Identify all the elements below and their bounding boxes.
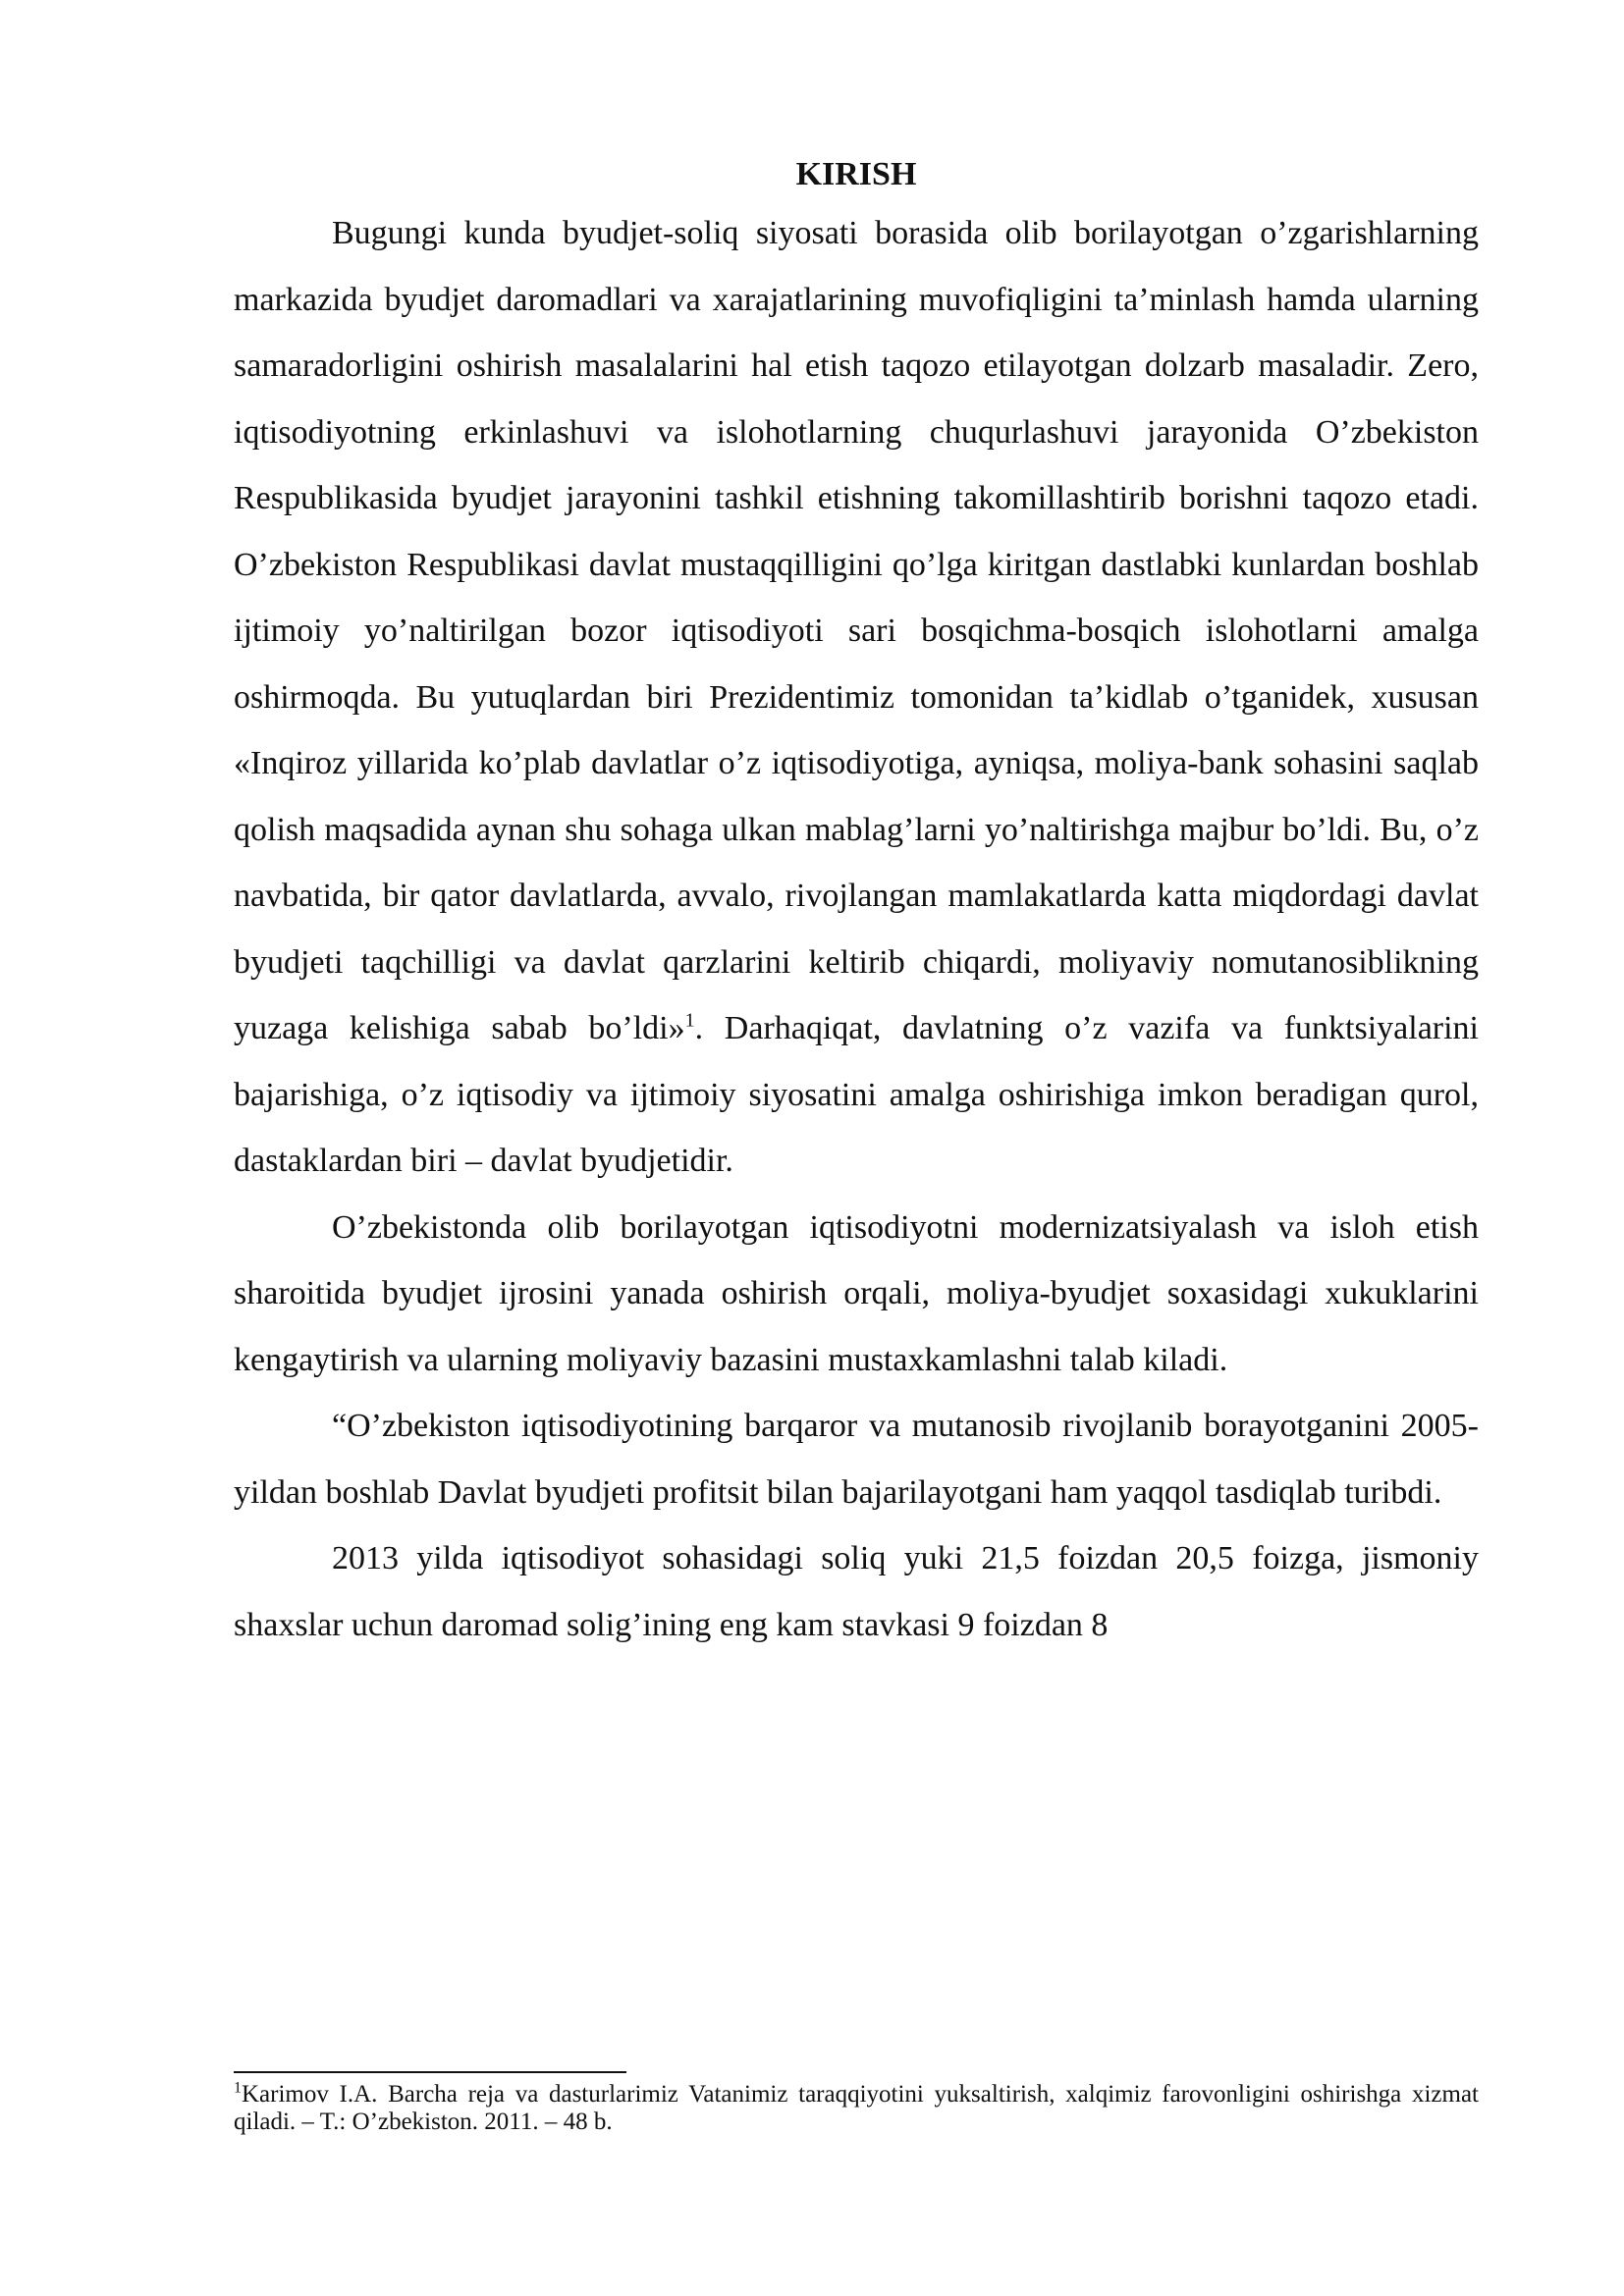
document-body bbox=[234, 149, 1479, 1658]
footnote bbox=[234, 2081, 1479, 2136]
paragraph-3: “O’zbekiston iqtisodiyotining barqaror va mutanosib rivojlanib borayotganini 2005-yildan boshlab Davlat byudjeti profitsit bilan bajarilayotgani ham yaqqol tasdiqlab turibdi. bbox=[234, 1408, 1479, 1511]
footnote-separator bbox=[234, 2071, 626, 2073]
paragraph-4: 2013 yilda iqtisodiyot sohasidagi soliq yuki 21,5 foizdan 20,5 foizga, jismoniy shaxslar uchun daromad solig’ining eng kam stavkasi 9 foizdan 8 bbox=[234, 1540, 1479, 1643]
paragraph-1 bbox=[234, 200, 1479, 1195]
document-title: KIRISH bbox=[795, 156, 917, 192]
footnote-number: 1 bbox=[234, 2079, 242, 2097]
paragraph-2: O’zbekistonda olib borilayotgan iqtisodiyotni modernizatsiyalash va isloh etish sharoitida byudjet ijrosini yanada oshirish orqali, moliya-byudjet soxasidagi xukuklarini kengaytirish va ularning moliyaviy bazasini mustaxkamlashni talab kiladi. bbox=[234, 1208, 1479, 1378]
footnote-text: Karimov I.A. Barcha reja va dasturlarimiz Vatanimiz taraqqiyotini yuksaltirish, xalqimiz farovonligini oshirishga xizmat qiladi. – T.: O’zbekiston. 2011. – 48 b. bbox=[234, 2081, 1479, 2135]
paragraph-1-text-after-ref: . Darhaqiqat, davlatning o’z vazifa va funktsiyalarini bajarishiga, o’z iqtisodiy va ijtimoiy siyosatini amalga oshirishiga imkon beradigan qurol, dastaklardan biri – davlat byudjetidir. bbox=[234, 1010, 1479, 1179]
paragraph-1-text-before-ref: Bugungi kunda byudjet-soliq siyosati borasida olib borilayotgan o’zgarishlarning markazida byudjet daromadlari va xarajatlarining muvofiqligini ta’minlash hamda ularning samaradorligini oshirish masalalarini hal etish taqozo etilayotgan dolzarb masaladir. Zero, iqtisodiyotning erkinlashuvi va islohotlarning chuqurlashuvi jarayonida O’zbekiston Respublikasida byudjet jarayonini tashkil etishning takomillashtirib borishni taqozo etadi. O’zbekiston Respublikasi davlat mustaqqilligini qo’lga kiritgan dastlabki kunlardan boshlab ijtimoiy yo’naltirilgan bozor iqtisodiyoti sari bosqichma-bosqich islohotlarni amalga oshirmoqda. Bu yutuqlardan biri Prezidentimiz tomonidan ta’kidlab o’tganidek, xususan «Inqiroz yillarida ko’plab davlatlar o’z iqtisodiyotiga, ayniqsa, moliya-bank sohasini saqlab qolish maqsadida aynan shu sohaga ulkan mablag’larni yo’naltirishga majbur bo’ldi. Bu, o’z navbatida, bir qator davlatlarda, avvalo, rivojlangan mamlakatlarda katta miqdordagi davlat byudjeti taqchilligi va davlat qarzlarini keltirib chiqardi, moliyaviy nomutanosiblikning yuzaga kelishiga sabab bo’ldi» bbox=[234, 215, 1479, 1046]
footnote-reference[interactable]: 1 bbox=[684, 1009, 695, 1032]
